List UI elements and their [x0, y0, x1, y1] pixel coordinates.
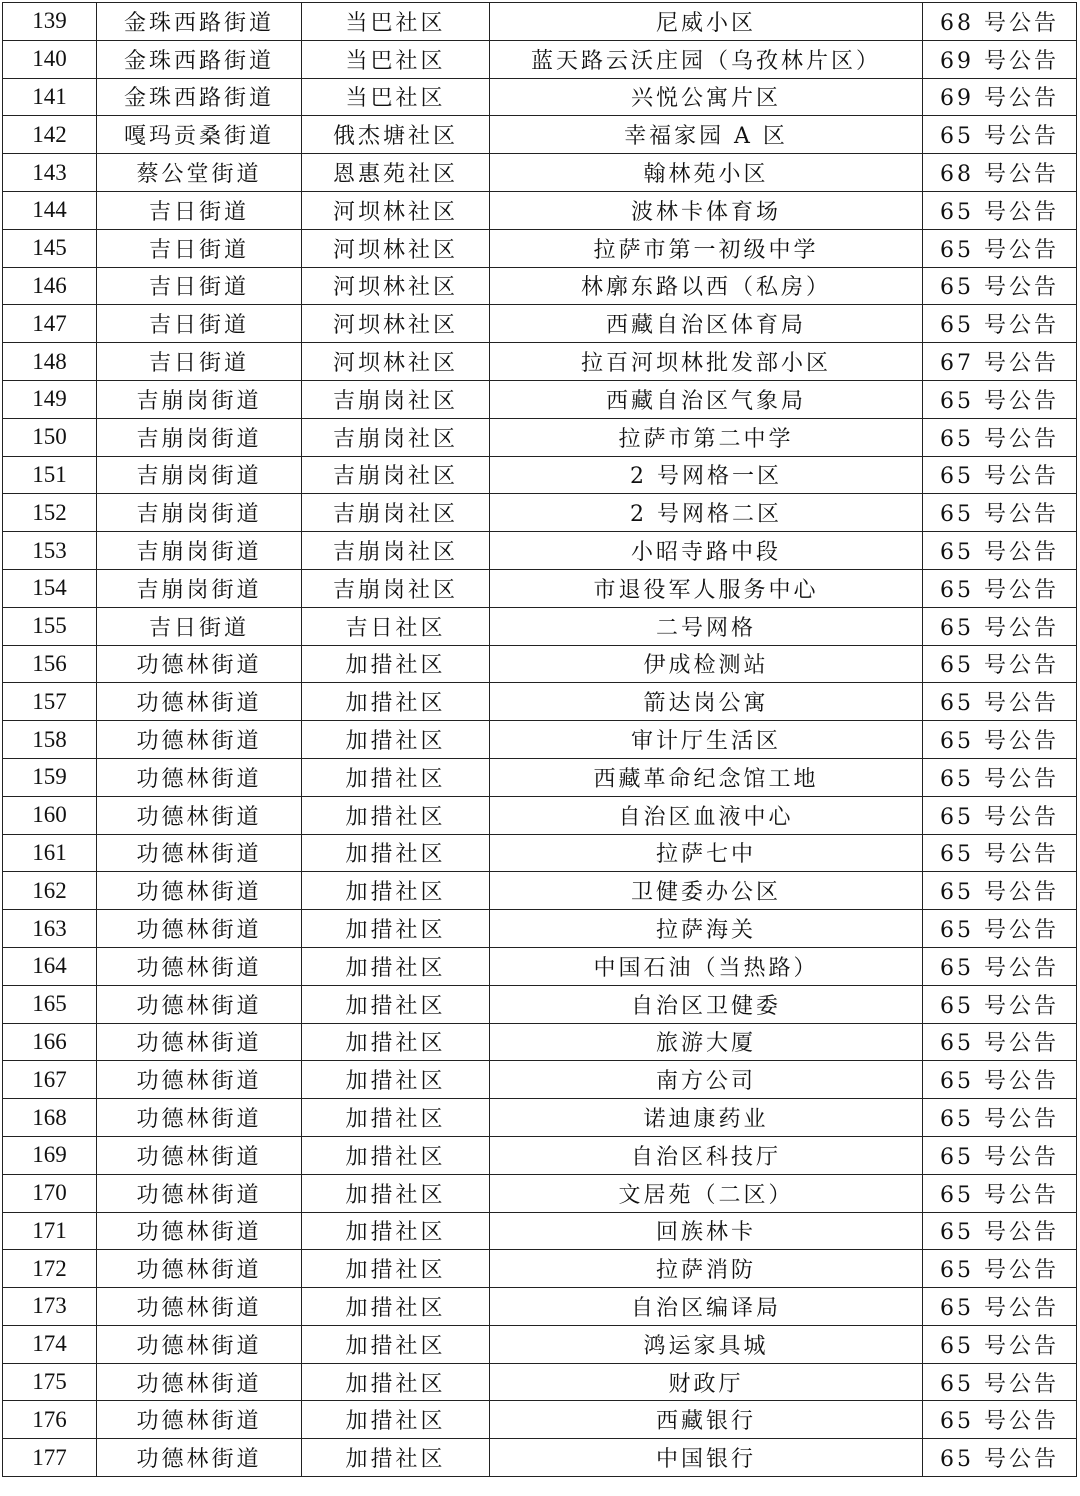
- table-row: [3, 418, 1077, 456]
- street-cell: 吉崩岗街道: [97, 380, 302, 418]
- street-cell: 功德林街道: [97, 910, 302, 948]
- community-cell: 加措社区: [302, 758, 490, 796]
- row-number-cell: 167: [3, 1061, 97, 1099]
- community-cell: 河坝林社区: [302, 229, 490, 267]
- area-cell: 林廓东路以西（私房）: [490, 267, 923, 305]
- row-number-cell: 176: [3, 1401, 97, 1439]
- street-cell: 金珠西路街道: [97, 78, 302, 116]
- street-cell: 吉日街道: [97, 229, 302, 267]
- table-row: [3, 78, 1077, 116]
- area-cell: 拉萨消防: [490, 1250, 923, 1288]
- community-cell: 加措社区: [302, 1250, 490, 1288]
- street-cell: 功德林街道: [97, 947, 302, 985]
- street-cell: 吉崩岗街道: [97, 418, 302, 456]
- community-cell: 加措社区: [302, 1174, 490, 1212]
- row-number-cell: 171: [3, 1212, 97, 1250]
- table-row: [3, 3, 1077, 41]
- area-cell: 拉萨七中: [490, 834, 923, 872]
- table-row: [3, 305, 1077, 343]
- row-number-cell: 165: [3, 985, 97, 1023]
- area-cell: 拉萨市第一初级中学: [490, 229, 923, 267]
- area-cell: 西藏自治区气象局: [490, 380, 923, 418]
- notice-cell: 69 号公告: [923, 78, 1077, 116]
- area-cell: 诺迪康药业: [490, 1099, 923, 1137]
- community-cell: 加措社区: [302, 1401, 490, 1439]
- notice-cell: 65 号公告: [923, 494, 1077, 532]
- notice-cell: 65 号公告: [923, 1212, 1077, 1250]
- community-cell: 加措社区: [302, 1325, 490, 1363]
- notice-cell: 65 号公告: [923, 267, 1077, 305]
- table-row: [3, 683, 1077, 721]
- notice-cell: 65 号公告: [923, 569, 1077, 607]
- notice-cell: 65 号公告: [923, 947, 1077, 985]
- table-row: [3, 1023, 1077, 1061]
- table-row: [3, 1401, 1077, 1439]
- notice-cell: 65 号公告: [923, 683, 1077, 721]
- street-cell: 功德林街道: [97, 1023, 302, 1061]
- row-number-cell: 152: [3, 494, 97, 532]
- notice-cell: 65 号公告: [923, 116, 1077, 154]
- table-row: [3, 758, 1077, 796]
- community-cell: 加措社区: [302, 1363, 490, 1401]
- area-cell: 西藏自治区体育局: [490, 305, 923, 343]
- street-cell: 功德林街道: [97, 985, 302, 1023]
- document-page: [2, 2, 1076, 1477]
- table-row: [3, 1212, 1077, 1250]
- table-row: [3, 229, 1077, 267]
- area-cell: 文居苑（二区）: [490, 1174, 923, 1212]
- table-row: [3, 116, 1077, 154]
- street-cell: 功德林街道: [97, 1061, 302, 1099]
- community-cell: 吉崩岗社区: [302, 380, 490, 418]
- area-cell: 兴悦公寓片区: [490, 78, 923, 116]
- row-number-cell: 147: [3, 305, 97, 343]
- notice-cell: 65 号公告: [923, 1288, 1077, 1326]
- table-row: [3, 191, 1077, 229]
- community-cell: 加措社区: [302, 910, 490, 948]
- street-cell: 功德林街道: [97, 834, 302, 872]
- area-cell: 旅游大厦: [490, 1023, 923, 1061]
- area-cell: 自治区科技厅: [490, 1136, 923, 1174]
- street-cell: 吉崩岗街道: [97, 456, 302, 494]
- row-number-cell: 156: [3, 645, 97, 683]
- street-cell: 功德林街道: [97, 758, 302, 796]
- area-cell: 2 号网格一区: [490, 456, 923, 494]
- row-number-cell: 148: [3, 343, 97, 381]
- street-cell: 金珠西路街道: [97, 40, 302, 78]
- table-row: [3, 1099, 1077, 1137]
- notice-cell: 65 号公告: [923, 532, 1077, 570]
- community-cell: 加措社区: [302, 1439, 490, 1477]
- row-number-cell: 155: [3, 607, 97, 645]
- table-row: [3, 40, 1077, 78]
- area-cell: 卫健委办公区: [490, 872, 923, 910]
- community-cell: 加措社区: [302, 872, 490, 910]
- row-number-cell: 160: [3, 796, 97, 834]
- table-row: [3, 834, 1077, 872]
- table-row: [3, 607, 1077, 645]
- community-cell: 加措社区: [302, 1023, 490, 1061]
- row-number-cell: 146: [3, 267, 97, 305]
- notice-cell: 65 号公告: [923, 1363, 1077, 1401]
- notice-cell: 67 号公告: [923, 343, 1077, 381]
- notice-cell: 65 号公告: [923, 1023, 1077, 1061]
- notice-cell: 65 号公告: [923, 191, 1077, 229]
- street-cell: 功德林街道: [97, 1401, 302, 1439]
- area-cell: 自治区编译局: [490, 1288, 923, 1326]
- street-cell: 功德林街道: [97, 1099, 302, 1137]
- community-cell: 当巴社区: [302, 40, 490, 78]
- community-cell: 吉日社区: [302, 607, 490, 645]
- row-number-cell: 140: [3, 40, 97, 78]
- notice-cell: 68 号公告: [923, 154, 1077, 192]
- area-cell: 2 号网格二区: [490, 494, 923, 532]
- row-number-cell: 177: [3, 1439, 97, 1477]
- row-number-cell: 169: [3, 1136, 97, 1174]
- table-row: [3, 1325, 1077, 1363]
- row-number-cell: 173: [3, 1288, 97, 1326]
- area-cell: 中国银行: [490, 1439, 923, 1477]
- row-number-cell: 153: [3, 532, 97, 570]
- row-number-cell: 168: [3, 1099, 97, 1137]
- community-cell: 当巴社区: [302, 3, 490, 41]
- community-cell: 吉崩岗社区: [302, 532, 490, 570]
- row-number-cell: 149: [3, 380, 97, 418]
- community-cell: 加措社区: [302, 834, 490, 872]
- street-cell: 功德林街道: [97, 1288, 302, 1326]
- street-cell: 功德林街道: [97, 1136, 302, 1174]
- street-cell: 吉日街道: [97, 191, 302, 229]
- area-cell: 西藏革命纪念馆工地: [490, 758, 923, 796]
- table-row: [3, 985, 1077, 1023]
- area-cell: 中国石油（当热路）: [490, 947, 923, 985]
- street-cell: 吉崩岗街道: [97, 569, 302, 607]
- area-cell: 拉萨市第二中学: [490, 418, 923, 456]
- area-cell: 翰林苑小区: [490, 154, 923, 192]
- area-cell: 财政厅: [490, 1363, 923, 1401]
- row-number-cell: 163: [3, 910, 97, 948]
- street-cell: 吉崩岗街道: [97, 532, 302, 570]
- notice-cell: 65 号公告: [923, 380, 1077, 418]
- community-list-table: [2, 2, 1077, 1477]
- notice-cell: 65 号公告: [923, 645, 1077, 683]
- notice-cell: 65 号公告: [923, 1136, 1077, 1174]
- table-row: [3, 910, 1077, 948]
- row-number-cell: 174: [3, 1325, 97, 1363]
- table-row: [3, 721, 1077, 759]
- community-cell: 加措社区: [302, 721, 490, 759]
- community-cell: 吉崩岗社区: [302, 418, 490, 456]
- row-number-cell: 166: [3, 1023, 97, 1061]
- table-row: [3, 1250, 1077, 1288]
- table-row: [3, 1288, 1077, 1326]
- row-number-cell: 154: [3, 569, 97, 607]
- community-cell: 河坝林社区: [302, 305, 490, 343]
- area-cell: 拉百河坝林批发部小区: [490, 343, 923, 381]
- notice-cell: 65 号公告: [923, 229, 1077, 267]
- street-cell: 功德林街道: [97, 683, 302, 721]
- notice-cell: 65 号公告: [923, 1061, 1077, 1099]
- row-number-cell: 164: [3, 947, 97, 985]
- street-cell: 金珠西路街道: [97, 3, 302, 41]
- table-row: [3, 494, 1077, 532]
- table-row: [3, 1136, 1077, 1174]
- notice-cell: 65 号公告: [923, 1401, 1077, 1439]
- area-cell: 箭达岗公寓: [490, 683, 923, 721]
- notice-cell: 65 号公告: [923, 456, 1077, 494]
- street-cell: 功德林街道: [97, 721, 302, 759]
- area-cell: 伊成检测站: [490, 645, 923, 683]
- street-cell: 功德林街道: [97, 1250, 302, 1288]
- area-cell: 自治区血液中心: [490, 796, 923, 834]
- table-row: [3, 532, 1077, 570]
- row-number-cell: 141: [3, 78, 97, 116]
- table-row: [3, 1174, 1077, 1212]
- area-cell: 南方公司: [490, 1061, 923, 1099]
- street-cell: 吉崩岗街道: [97, 494, 302, 532]
- notice-cell: 68 号公告: [923, 3, 1077, 41]
- notice-cell: 65 号公告: [923, 758, 1077, 796]
- row-number-cell: 150: [3, 418, 97, 456]
- area-cell: 尼威小区: [490, 3, 923, 41]
- area-cell: 审计厅生活区: [490, 721, 923, 759]
- community-cell: 加措社区: [302, 1136, 490, 1174]
- table-row: [3, 343, 1077, 381]
- table-row: [3, 1061, 1077, 1099]
- notice-cell: 65 号公告: [923, 721, 1077, 759]
- area-cell: 蓝天路云沃庄园（乌孜林片区）: [490, 40, 923, 78]
- community-cell: 加措社区: [302, 645, 490, 683]
- street-cell: 吉日街道: [97, 267, 302, 305]
- area-cell: 波林卡体育场: [490, 191, 923, 229]
- community-cell: 吉崩岗社区: [302, 569, 490, 607]
- community-cell: 俄杰塘社区: [302, 116, 490, 154]
- community-cell: 河坝林社区: [302, 267, 490, 305]
- community-cell: 吉崩岗社区: [302, 456, 490, 494]
- row-number-cell: 151: [3, 456, 97, 494]
- street-cell: 功德林街道: [97, 1439, 302, 1477]
- street-cell: 吉日街道: [97, 343, 302, 381]
- row-number-cell: 162: [3, 872, 97, 910]
- community-cell: 加措社区: [302, 796, 490, 834]
- notice-cell: 65 号公告: [923, 985, 1077, 1023]
- area-cell: 西藏银行: [490, 1401, 923, 1439]
- community-cell: 加措社区: [302, 985, 490, 1023]
- street-cell: 功德林街道: [97, 645, 302, 683]
- community-cell: 加措社区: [302, 1099, 490, 1137]
- table-row: [3, 947, 1077, 985]
- street-cell: 吉日街道: [97, 607, 302, 645]
- area-cell: 回族林卡: [490, 1212, 923, 1250]
- community-cell: 加措社区: [302, 947, 490, 985]
- row-number-cell: 161: [3, 834, 97, 872]
- notice-cell: 65 号公告: [923, 1439, 1077, 1477]
- table-row: [3, 267, 1077, 305]
- street-cell: 功德林街道: [97, 1212, 302, 1250]
- street-cell: 功德林街道: [97, 872, 302, 910]
- table-row: [3, 796, 1077, 834]
- area-cell: 鸿运家具城: [490, 1325, 923, 1363]
- street-cell: 功德林街道: [97, 796, 302, 834]
- row-number-cell: 142: [3, 116, 97, 154]
- community-cell: 当巴社区: [302, 78, 490, 116]
- notice-cell: 65 号公告: [923, 607, 1077, 645]
- community-cell: 加措社区: [302, 1061, 490, 1099]
- area-cell: 自治区卫健委: [490, 985, 923, 1023]
- area-cell: 小昭寺路中段: [490, 532, 923, 570]
- community-cell: 河坝林社区: [302, 191, 490, 229]
- community-cell: 加措社区: [302, 1212, 490, 1250]
- row-number-cell: 144: [3, 191, 97, 229]
- notice-cell: 65 号公告: [923, 796, 1077, 834]
- row-number-cell: 172: [3, 1250, 97, 1288]
- table-row: [3, 456, 1077, 494]
- community-cell: 河坝林社区: [302, 343, 490, 381]
- row-number-cell: 139: [3, 3, 97, 41]
- notice-cell: 65 号公告: [923, 910, 1077, 948]
- notice-cell: 65 号公告: [923, 872, 1077, 910]
- row-number-cell: 157: [3, 683, 97, 721]
- row-number-cell: 159: [3, 758, 97, 796]
- notice-cell: 65 号公告: [923, 418, 1077, 456]
- notice-cell: 65 号公告: [923, 834, 1077, 872]
- notice-cell: 65 号公告: [923, 1099, 1077, 1137]
- community-cell: 恩惠苑社区: [302, 154, 490, 192]
- area-cell: 市退役军人服务中心: [490, 569, 923, 607]
- community-cell: 加措社区: [302, 1288, 490, 1326]
- notice-cell: 65 号公告: [923, 1325, 1077, 1363]
- row-number-cell: 170: [3, 1174, 97, 1212]
- community-cell: 吉崩岗社区: [302, 494, 490, 532]
- table-body: [3, 3, 1077, 1477]
- table-row: [3, 872, 1077, 910]
- notice-cell: 65 号公告: [923, 1250, 1077, 1288]
- notice-cell: 69 号公告: [923, 40, 1077, 78]
- table-row: [3, 1363, 1077, 1401]
- street-cell: 蔡公堂街道: [97, 154, 302, 192]
- table-row: [3, 569, 1077, 607]
- table-row: [3, 1439, 1077, 1477]
- row-number-cell: 143: [3, 154, 97, 192]
- row-number-cell: 175: [3, 1363, 97, 1401]
- area-cell: 二号网格: [490, 607, 923, 645]
- row-number-cell: 145: [3, 229, 97, 267]
- table-row: [3, 645, 1077, 683]
- table-row: [3, 380, 1077, 418]
- notice-cell: 65 号公告: [923, 305, 1077, 343]
- notice-cell: 65 号公告: [923, 1174, 1077, 1212]
- street-cell: 嘎玛贡桑街道: [97, 116, 302, 154]
- row-number-cell: 158: [3, 721, 97, 759]
- street-cell: 功德林街道: [97, 1174, 302, 1212]
- community-cell: 加措社区: [302, 683, 490, 721]
- area-cell: 拉萨海关: [490, 910, 923, 948]
- table-row: [3, 154, 1077, 192]
- street-cell: 功德林街道: [97, 1325, 302, 1363]
- area-cell: 幸福家园 A 区: [490, 116, 923, 154]
- street-cell: 功德林街道: [97, 1363, 302, 1401]
- street-cell: 吉日街道: [97, 305, 302, 343]
